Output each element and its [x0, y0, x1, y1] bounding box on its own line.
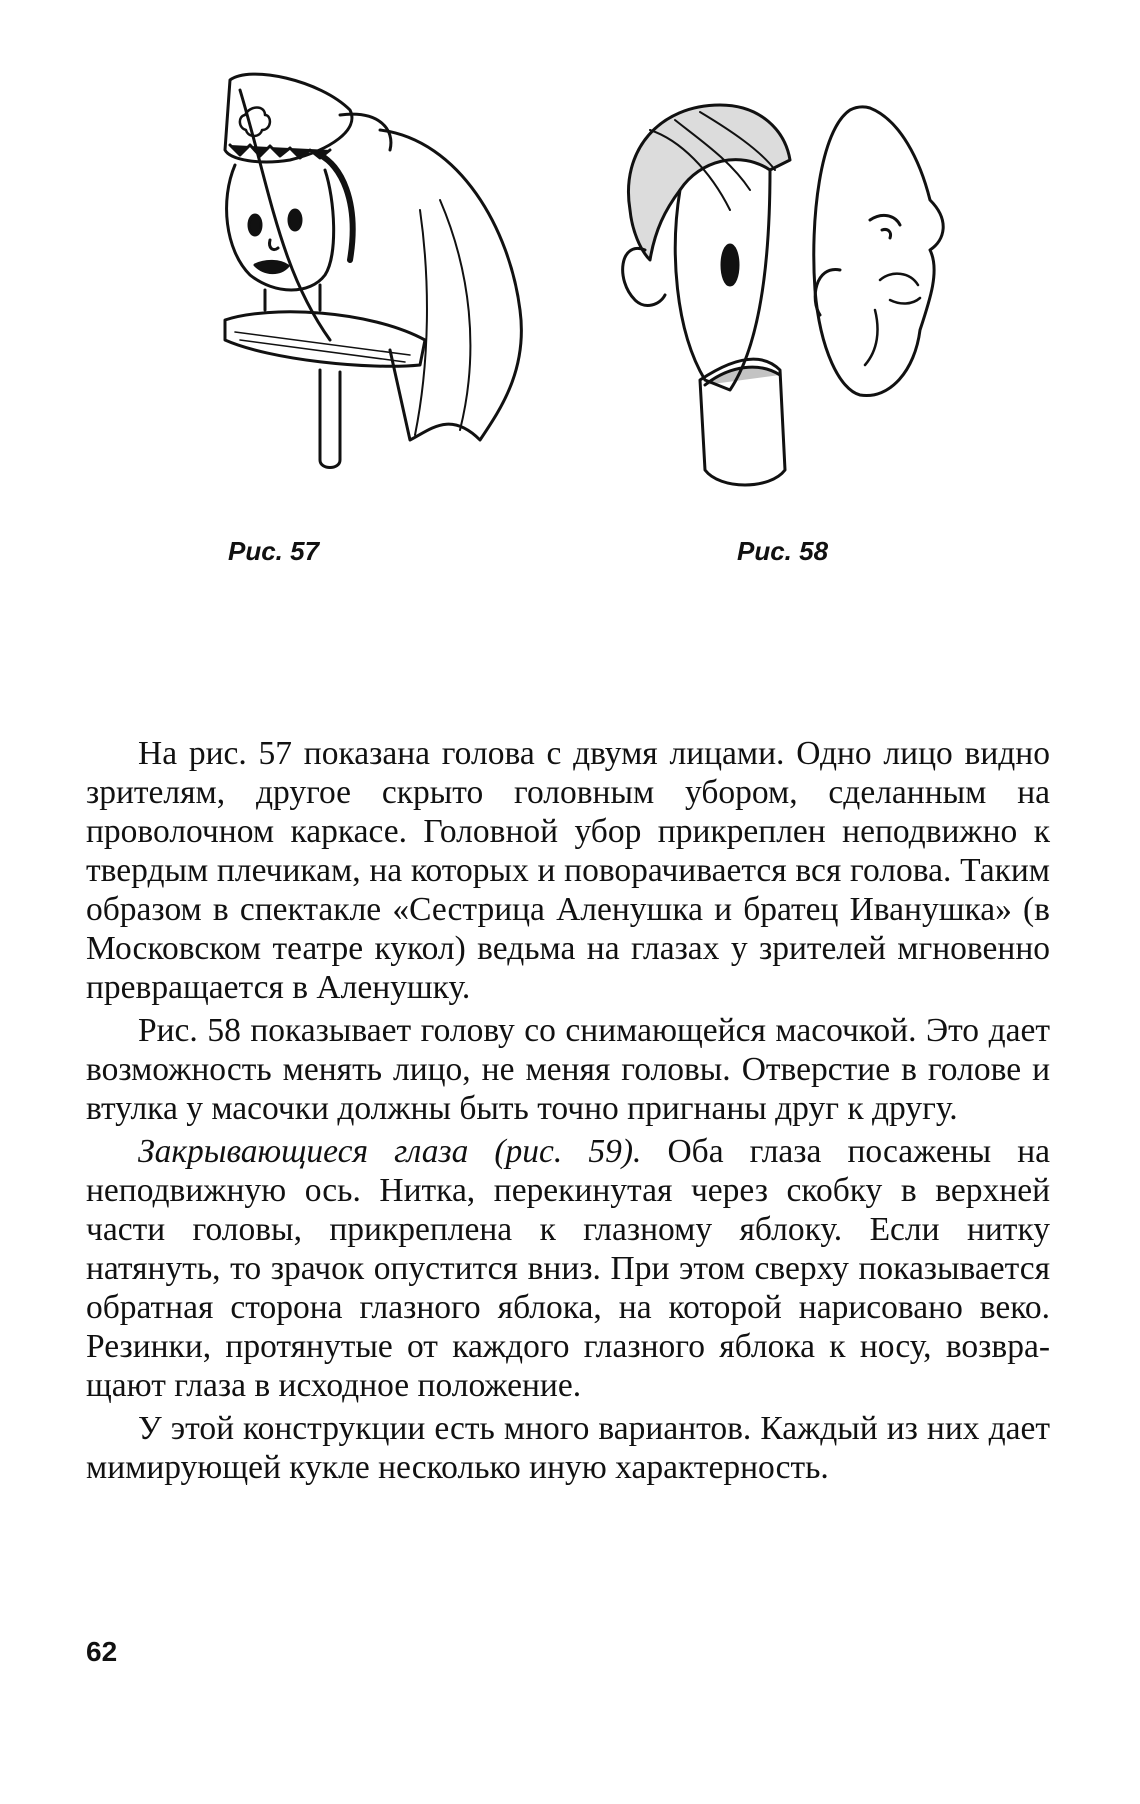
page-number: 62: [86, 1636, 118, 1667]
figure-57-caption: Рис. 57: [228, 536, 320, 566]
paragraph-3: [86, 1132, 1050, 1405]
figure-58-caption: Рис. 58: [737, 536, 829, 566]
paragraph-3-italic-lead: Закрывающиеся глаза (рис. 59).: [138, 1133, 642, 1170]
paragraph-3-text: Оба глаза посажены на неподвижную ось. Нитка, перекинутая через скобку в верхней части головы, прикреплена к глазному яблоку. Если нитку натянуть, то зрачок опустится вниз. При этом сверху показывается обратная сторона глазного яблока, на которой нарисовано веко. Резинки, протянутые от каждого глазного яблока к носу, возвращают глаза в исходное положение.: [86, 1133, 1050, 1404]
figure-58-illustration: [620, 100, 1000, 510]
figure-57-illustration: [210, 70, 590, 510]
paragraph-2: Рис. 58 показывает голову со снимающейся масочкой. Это дает возможность менять лицо, не меняя головы. Отверстие в голове и втулка у масочки должны быть точно пригнаны друг к другу.: [86, 1012, 1050, 1127]
body-text: [86, 734, 1050, 1491]
paragraph-1: На рис. 57 показана голова с двумя лицами. Одно лицо видно зрителям, другое скрыто головным убором, сделанным на проволочном каркасе. Головной убор прикреплен неподвижно к твердым плечикам, на которых и поворачивается вся голова. Таким образом в спектакле «Сестрица Аленушка и братец Иванушка» (в Московском театре кукол) ведьма на глазах у зрителей мгновенно превращается в Аленушку.: [86, 735, 1050, 1006]
paragraph-4: У этой конструкции есть много вариантов. Каждый из них дает мимирующей кукле несколько иную характерность.: [86, 1410, 1050, 1486]
